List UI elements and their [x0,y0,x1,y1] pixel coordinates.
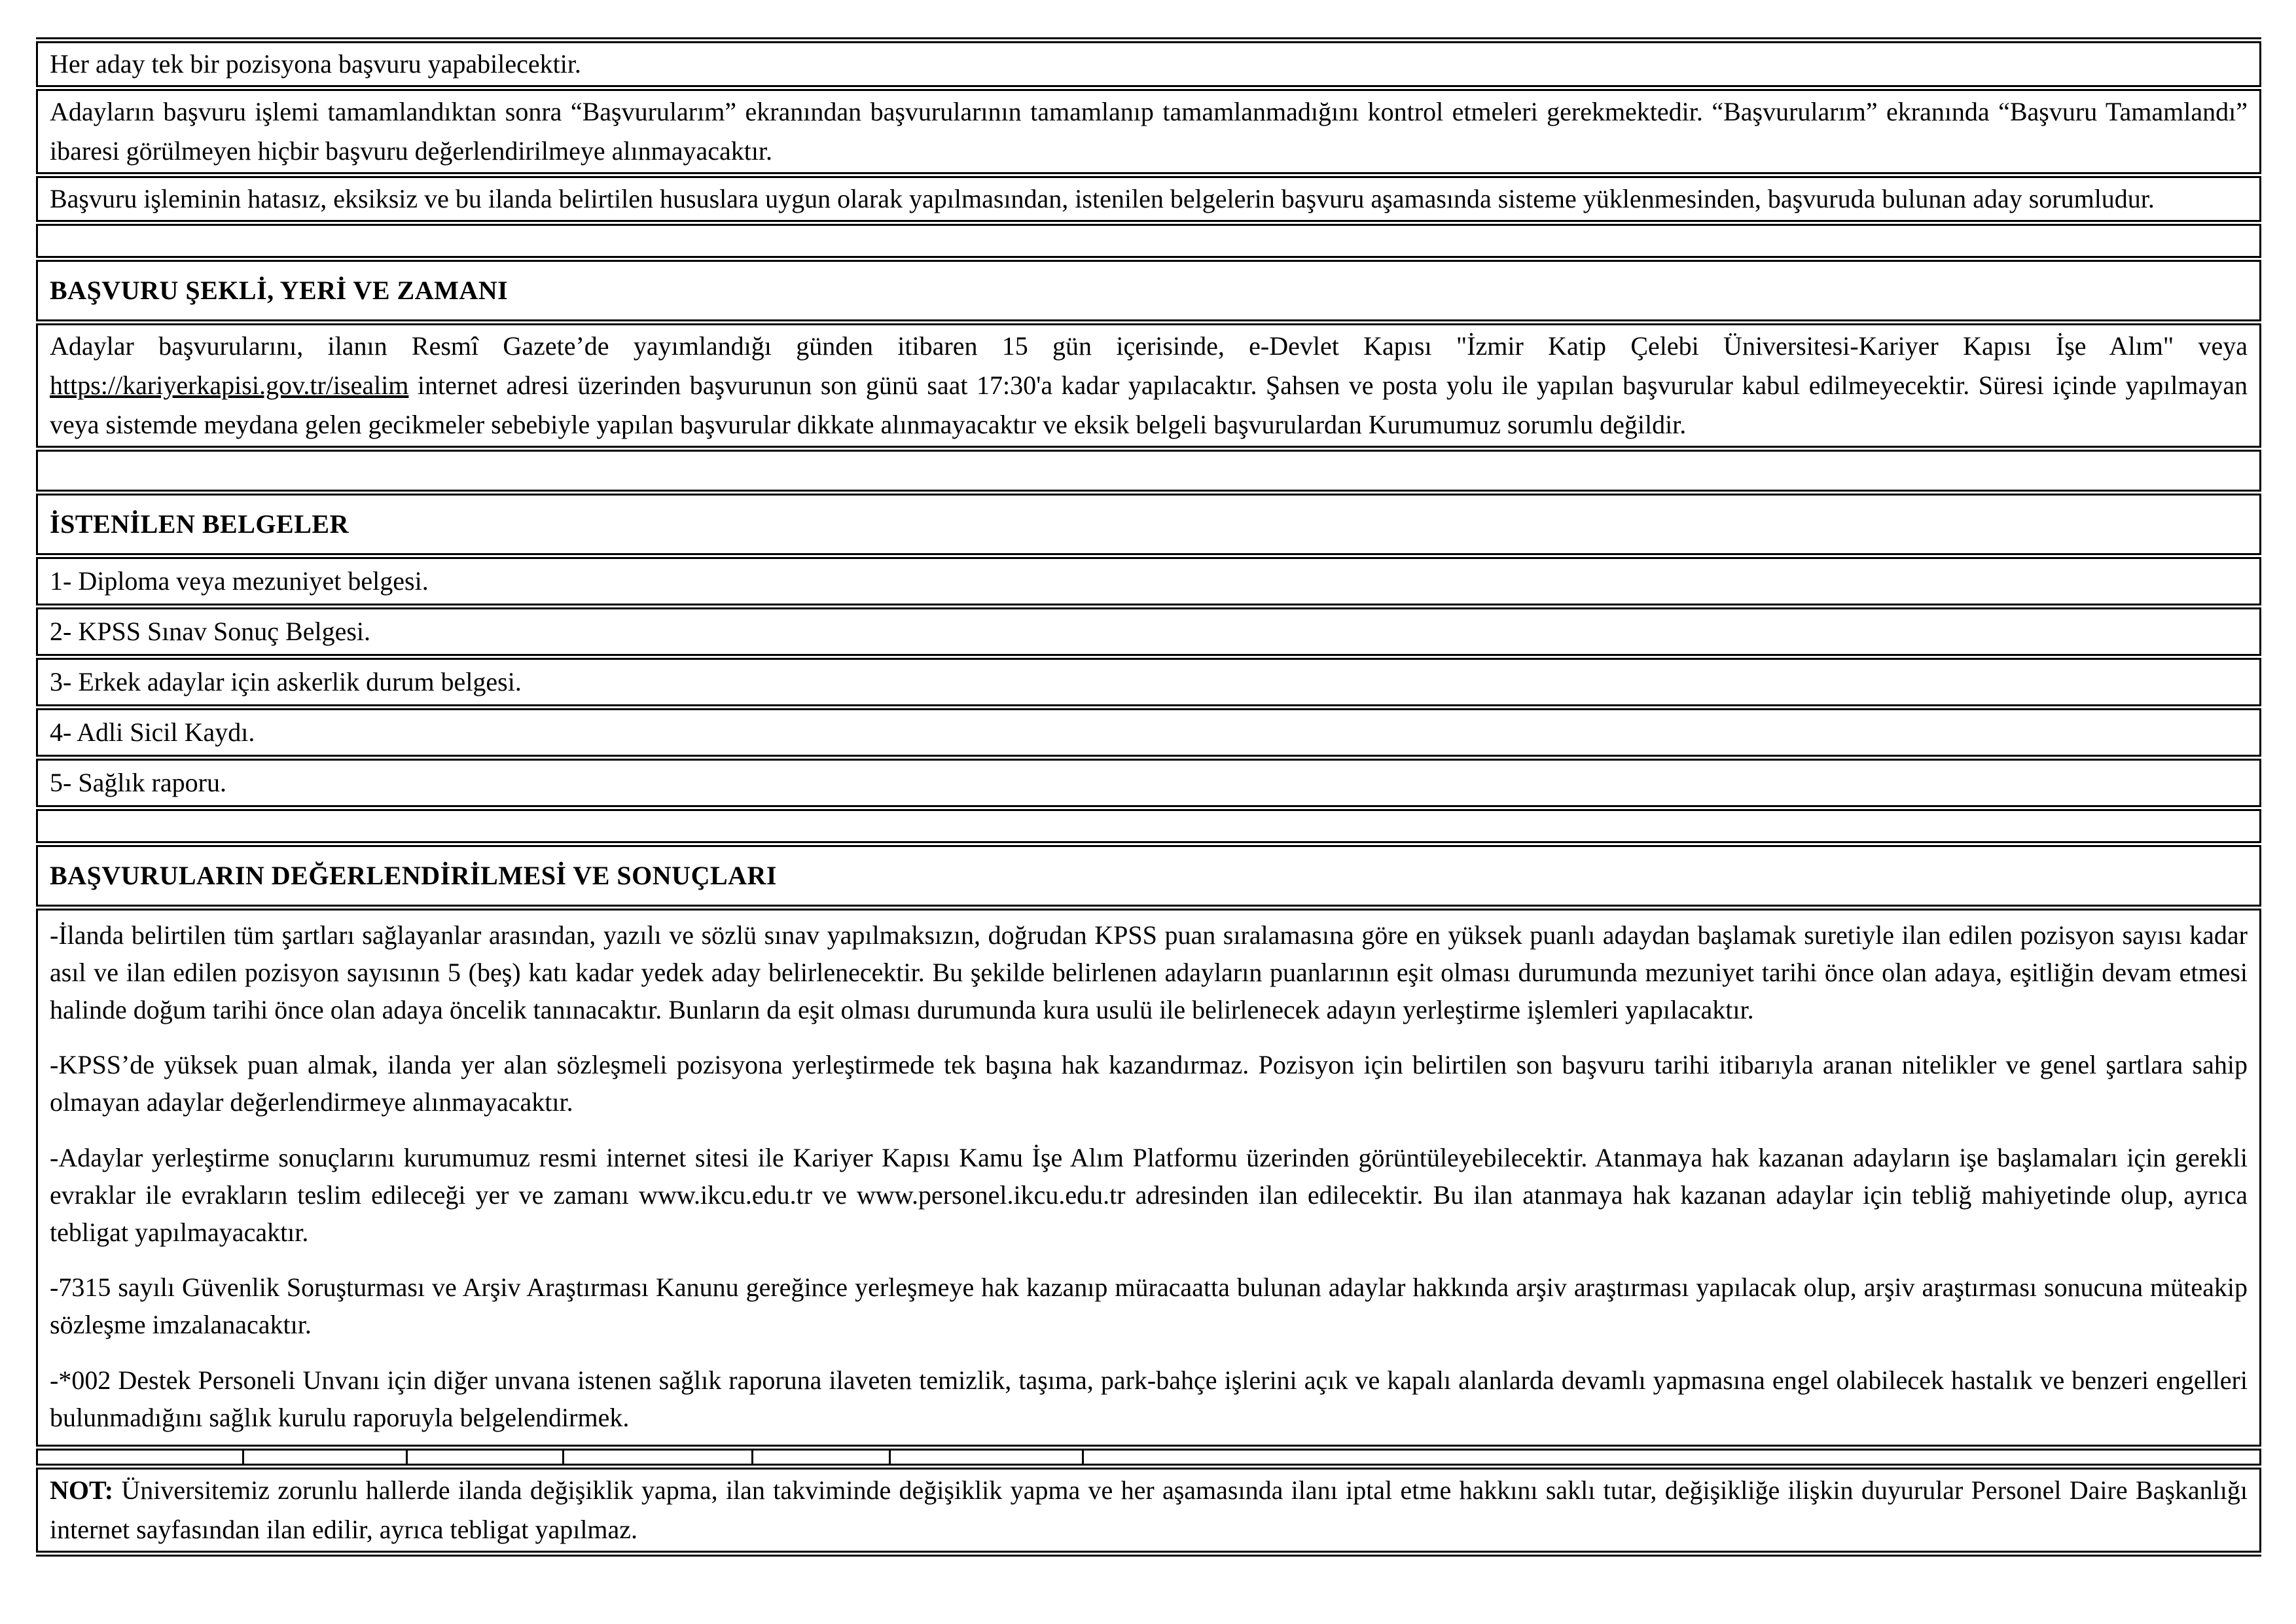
application-method-paragraph [36,323,2261,448]
document-list-item-4: 4- Adli Sicil Kaydı. [36,708,2261,757]
note-label: NOT: [50,1475,114,1505]
kariyer-kapisi-link[interactable]: https://kariyerkapisi.gov.tr/isealim [50,370,409,400]
evaluation-paragraph-health-report: -*002 Destek Personeli Unvanı için diğer unvana istenen sağlık raporuna ilaveten temizlik, taşıma, park-bahçe işlerini açık ve kapalı alanlarda devamlı yapmasına engel olabilecek hastalık ve benzeri engelleri bulunmadığını sağlık kurulu raporuyla belgelendirmek. [50,1365,2248,1432]
section-header-evaluation: BAŞVURULARIN DEĞERLENDİRİLMESİ VE SONUÇLARI [36,845,2261,907]
evaluation-paragraph-ranking: -İlanda belirtilen tüm şartları sağlayanlar arasından, yazılı ve sözlü sınav yapılmaksızın, doğrudan KPSS puan sıralamasına göre en yüksek puanlı adaydan başlamak suretiyle ilan edilen pozisyon sayısı kadar asıl ve ilan edilen pozisyon sayısının 5 (beş) katı kadar yedek aday belirlenecektir. Bu şekilde belirlenen adayların puanlarının eşit olması durumunda mezuniyet tarihi önce olan adaya, eşitliğin devam etmesi halinde doğum tarihi önce olan adaya öncelik tanınacaktır. Bunların da eşit olması durumunda kura usulü ile belirlenecek adayın yerleştirme işlemleri yapılacaktır. [50,920,2248,1024]
empty-row [36,809,2261,843]
empty-row [36,450,2261,492]
evaluation-paragraph-security-check: -7315 sayılı Güvenlik Soruşturması ve Arşiv Araştırması Kanunu gereğince yerleşmeye hak kazanıp müracaatta bulunan adaylar hakkında arşiv araştırması yapılacak olup, arşiv araştırması sonucuna müteakip sözleşme imzalanacaktır. [50,1272,2248,1340]
note-text: Üniversitemiz zorunlu hallerde ilanda değişiklik yapma, ilan takviminde değişiklik yapma ve her aşamasında ilanı iptal etme hakkını saklı tutar, değişikliğe ilişkin duyurular Personel Daire Başkanlığı internet sayfasından ilan edilir, ayrıca tebligat yapılmaz. [50,1475,2248,1544]
evaluation-paragraph-kpss: -KPSS’de yüksek puan almak, ilanda yer alan sözleşmeli pozisyona yerleştirmede tek başına hak kazandırmaz. Pozisyon için belirtilen son başvuru tarihi itibarıyla aranan nitelikler ve genel şartlara sahip olmayan adaylar değerlendirmeye alınmayacaktır. [50,1050,2248,1117]
empty-grid-cell [1084,1451,2259,1464]
announcement-table [36,37,2261,1559]
empty-grid-cell [891,1451,1084,1464]
notice-row-check-application: Adayların başvuru işlemi tamamlandıktan sonra “Başvurularım” ekranından başvurularının tamamlanıp tamamlanmadığını kontrol etmeleri gerekmektedir. “Başvurularım” ekranında “Başvuru Tamamlandı” ibaresi görülmeyen hiçbir başvuru değerlendirilmeye alınmayacaktır. [36,89,2261,174]
document-list-item-1: 1- Diploma veya mezuniyet belgesi. [36,557,2261,605]
evaluation-paragraph-results: -Adaylar yerleştirme sonuçlarını kurumumuz resmi internet sitesi ile Kariyer Kapısı Kamu İşe Alım Platformu üzerinden görüntüleyebilecektir. Atanmaya hak kazanan adayların işe başlamaları için gerekli evraklar ile evrakların teslim edileceği yer ve zamanı www.ikcu.edu.tr ve www.personel.ikcu.edu.tr adresinden ilan edilecektir. Bu ilan atanmaya hak kazanan adaylar için tebliğ mahiyetinde olup, ayrıca tebligat yapılmayacaktır. [50,1142,2248,1247]
table-grid-remnant-row [36,1449,2261,1466]
empty-row [36,224,2261,258]
notice-row-responsibility: Başvuru işleminin hatasız, eksiksiz ve bu ilanda belirtilen hususlara uygun olarak yapılmasından, istenilen belgelerin başvuru aşamasında sisteme yüklenmesinden, başvuruda bulunan aday sorumludur. [36,176,2261,222]
section-header-application-method: BAŞVURU ŞEKLİ, YERİ VE ZAMANI [36,260,2261,321]
empty-grid-cell [753,1451,891,1464]
notice-row-single-application: Her aday tek bir pozisyona başvuru yapabilecektir. [36,41,2261,87]
document-list-item-2: 2- KPSS Sınav Sonuç Belgesi. [36,607,2261,656]
table-bottom-rule [36,1555,2261,1557]
application-paragraph-after-link: internet adresi üzerinden başvurunun son günü saat 17:30'a kadar yapılacaktır. Şahsen ve posta yolu ile yapılan başvurular kabul edilmeyecektir. Süresi içinde yapılmayan veya sistemde meydana gelen gecikmeler sebebiyle yapılan başvurular dikkate alınmayacaktır ve eksik belgeli başvurulardan Kurumumuz sorumlu değildir. [50,370,2248,439]
table-top-rule [36,37,2261,39]
note-row [36,1468,2261,1553]
evaluation-paragraphs-cell [36,909,2261,1447]
empty-grid-cell [564,1451,753,1464]
application-paragraph-before-link: Adaylar başvurularını, ilanın Resmî Gazete’de yayımlandığı günden itibaren 15 gün içerisinde, e-Devlet Kapısı "İzmir Katip Çelebi Üniversitesi-Kariyer Kapısı İşe Alım" veya [50,331,2248,361]
document-list-item-5: 5- Sağlık raporu. [36,759,2261,807]
section-header-required-documents: İSTENİLEN BELGELER [36,494,2261,555]
document-list-item-3: 3- Erkek adaylar için askerlik durum belgesi. [36,658,2261,706]
empty-grid-cell [244,1451,408,1464]
empty-grid-cell [38,1451,244,1464]
empty-grid-cell [408,1451,564,1464]
